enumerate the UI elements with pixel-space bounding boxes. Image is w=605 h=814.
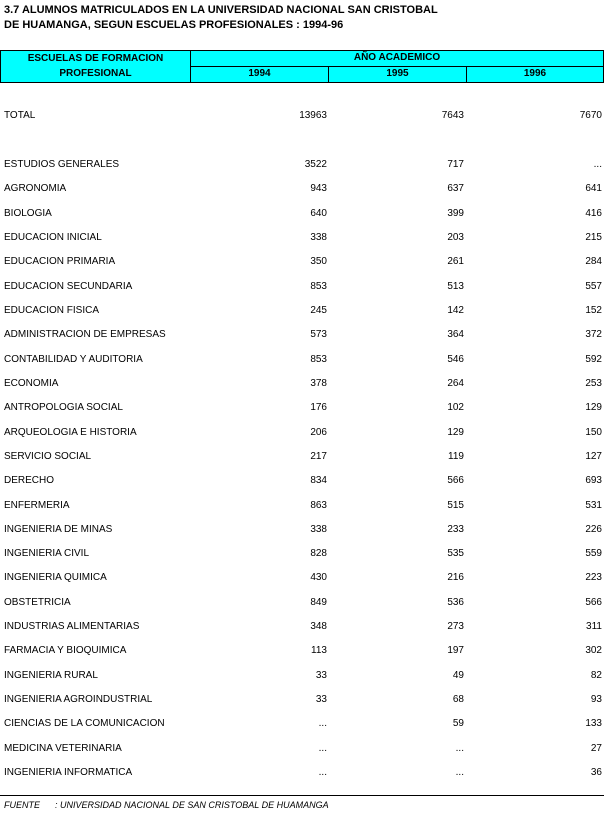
value-1996: 223 <box>585 572 602 584</box>
value-1995: 203 <box>447 232 464 243</box>
value-1995: 535 <box>447 548 464 560</box>
value-1994: 338 <box>310 523 327 535</box>
value-1996: 127 <box>585 450 602 462</box>
school-name: ARQUEOLOGIA E HISTORIA <box>4 426 137 438</box>
value-1996: 693 <box>585 475 602 487</box>
value-1994: 176 <box>310 402 327 414</box>
school-name: ENFERMERIA <box>4 499 70 511</box>
value-1995: 102 <box>447 402 464 414</box>
table-row <box>0 765 605 781</box>
school-name: FARMACIA Y BIOQUIMICA <box>4 645 127 657</box>
header-year-1996: 1996 <box>466 66 604 83</box>
school-name: ECONOMIA <box>4 377 59 389</box>
table-row <box>0 376 605 392</box>
header-year-1994: 1994 <box>190 66 329 83</box>
table-row <box>0 643 605 659</box>
table-row <box>0 279 605 295</box>
table-row <box>0 741 605 757</box>
value-1996: 82 <box>590 669 602 681</box>
table-row <box>0 716 605 732</box>
school-name: INGENIERIA RURAL <box>4 669 98 681</box>
value-1994: ... <box>318 742 327 754</box>
source-label: FUENTE <box>4 800 40 810</box>
school-name: EDUCACION FISICA <box>4 304 100 316</box>
value-1996: 215 <box>585 232 602 243</box>
value-1996: 133 <box>585 718 602 730</box>
table-row <box>0 206 605 222</box>
value-1996: 226 <box>585 523 602 535</box>
value-1995: 364 <box>447 329 464 341</box>
school-name: EDUCACION SECUNDARIA <box>4 280 133 292</box>
footer-divider <box>0 795 604 796</box>
school-name: DERECHO <box>4 475 55 487</box>
value-1994: 863 <box>310 499 327 511</box>
value-1996: 93 <box>590 694 602 705</box>
value-1995: 399 <box>447 207 464 219</box>
table-row <box>0 425 605 441</box>
value-1995: 216 <box>447 572 464 584</box>
table-row <box>0 546 605 562</box>
value-1994: 430 <box>310 572 327 584</box>
value-1995: 142 <box>447 304 464 316</box>
total-value-1996: 7670 <box>579 110 602 121</box>
value-1994: 3522 <box>304 159 327 170</box>
table-row <box>0 668 605 684</box>
school-name: OBSTETRICIA <box>4 596 71 608</box>
table-row <box>0 498 605 514</box>
value-1995: ... <box>455 742 464 754</box>
value-1996: 372 <box>585 329 602 341</box>
value-1996: 152 <box>585 304 602 316</box>
value-1994: 853 <box>310 280 327 292</box>
value-1994: ... <box>318 767 327 778</box>
value-1994: 245 <box>310 304 327 316</box>
value-1994: ... <box>318 718 327 730</box>
value-1996: 311 <box>586 621 602 633</box>
value-1994: 113 <box>311 645 327 657</box>
value-1994: 849 <box>310 596 327 608</box>
value-1995: 273 <box>447 621 464 633</box>
value-1995: 637 <box>447 183 464 195</box>
value-1996: 416 <box>585 207 602 219</box>
school-name: MEDICINA VETERINARIA <box>4 742 122 754</box>
school-name: EDUCACION INICIAL <box>4 232 102 243</box>
value-1996: 559 <box>585 548 602 560</box>
school-name: EDUCACION PRIMARIA <box>4 256 116 268</box>
value-1995: 515 <box>447 499 464 511</box>
value-1995: ... <box>455 767 464 778</box>
table-row <box>0 400 605 416</box>
header-school-line-2: PROFESIONAL <box>59 68 132 79</box>
value-1994: 206 <box>310 426 327 438</box>
value-1995: 264 <box>447 377 464 389</box>
value-1995: 536 <box>447 596 464 608</box>
school-name: ADMINISTRACION DE EMPRESAS <box>4 329 166 341</box>
value-1994: 378 <box>310 377 327 389</box>
school-name: AGRONOMIA <box>4 183 67 195</box>
table-row <box>0 449 605 465</box>
table-row <box>0 619 605 635</box>
value-1994: 217 <box>310 450 327 462</box>
header-school-column <box>0 50 191 83</box>
value-1995: 197 <box>447 645 464 657</box>
value-1994: 350 <box>310 256 327 268</box>
value-1994: 348 <box>310 621 327 633</box>
value-1996: ... <box>593 159 602 170</box>
value-1995: 546 <box>447 353 464 365</box>
table-row <box>0 692 605 708</box>
total-value-1994: 13963 <box>299 110 327 121</box>
value-1996: 27 <box>590 742 602 754</box>
school-name: INGENIERIA QUIMICA <box>4 572 107 584</box>
value-1996: 129 <box>585 402 602 414</box>
value-1996: 566 <box>585 596 602 608</box>
school-name: INGENIERIA INFORMATICA <box>4 767 133 778</box>
table-row <box>0 522 605 538</box>
total-label: TOTAL <box>4 110 36 121</box>
value-1994: 640 <box>310 207 327 219</box>
value-1995: 119 <box>448 450 464 462</box>
table-row <box>0 352 605 368</box>
value-1994: 828 <box>310 548 327 560</box>
value-1996: 641 <box>585 183 602 195</box>
table-header <box>0 50 604 83</box>
school-name: CIENCIAS DE LA COMUNICACION <box>4 718 165 730</box>
value-1995: 129 <box>447 426 464 438</box>
value-1995: 261 <box>447 256 464 268</box>
value-1995: 513 <box>447 280 464 292</box>
header-year-1995: 1995 <box>328 66 467 83</box>
source-text: : UNIVERSIDAD NACIONAL DE SAN CRISTOBAL DE HUAMANGA <box>55 800 329 810</box>
table-row <box>0 157 605 173</box>
table-row <box>0 303 605 319</box>
value-1996: 150 <box>585 426 602 438</box>
value-1995: 566 <box>447 475 464 487</box>
table-row <box>0 327 605 343</box>
value-1994: 573 <box>310 329 327 341</box>
value-1996: 592 <box>585 353 602 365</box>
title-line-2: DE HUAMANGA, SEGUN ESCUELAS PROFESIONALES : 1994-96 <box>4 19 344 31</box>
table-title <box>4 3 594 33</box>
school-name: INGENIERIA AGROINDUSTRIAL <box>4 694 153 705</box>
value-1994: 33 <box>315 669 327 681</box>
value-1996: 253 <box>585 377 602 389</box>
value-1996: 531 <box>585 499 602 511</box>
school-name: CONTABILIDAD Y AUDITORIA <box>4 353 143 365</box>
table-row <box>0 570 605 586</box>
value-1994: 338 <box>310 232 327 243</box>
value-1996: 284 <box>585 256 602 268</box>
school-name: ANTROPOLOGIA SOCIAL <box>4 402 123 414</box>
title-line-1: 3.7 ALUMNOS MATRICULADOS EN LA UNIVERSIDAD NACIONAL SAN CRISTOBAL <box>4 4 438 16</box>
value-1995: 233 <box>447 523 464 535</box>
school-name: ESTUDIOS GENERALES <box>4 159 120 170</box>
value-1995: 49 <box>452 669 464 681</box>
header-school-line-1: ESCUELAS DE FORMACION <box>27 53 164 64</box>
table-row <box>0 254 605 270</box>
school-name: INGENIERIA CIVIL <box>4 548 90 560</box>
value-1996: 557 <box>585 280 602 292</box>
table-row <box>0 181 605 197</box>
source-note <box>4 799 329 811</box>
total-value-1995: 7643 <box>441 110 464 121</box>
value-1995: 59 <box>452 718 464 730</box>
table-row <box>0 595 605 611</box>
table-row <box>0 230 605 246</box>
value-1994: 33 <box>315 694 327 705</box>
school-name: INGENIERIA DE MINAS <box>4 523 113 535</box>
school-name: INDUSTRIAS ALIMENTARIAS <box>4 621 140 633</box>
value-1994: 943 <box>310 183 327 195</box>
header-academic-year: AÑO ACADEMICO <box>190 50 604 67</box>
total-row <box>0 108 605 124</box>
value-1994: 853 <box>310 353 327 365</box>
value-1994: 834 <box>310 475 327 487</box>
school-name: SERVICIO SOCIAL <box>4 450 92 462</box>
school-name: BIOLOGIA <box>4 207 52 219</box>
value-1996: 36 <box>590 767 602 778</box>
value-1996: 302 <box>585 645 602 657</box>
table-row <box>0 473 605 489</box>
value-1995: 68 <box>452 694 464 705</box>
value-1995: 717 <box>447 159 464 170</box>
